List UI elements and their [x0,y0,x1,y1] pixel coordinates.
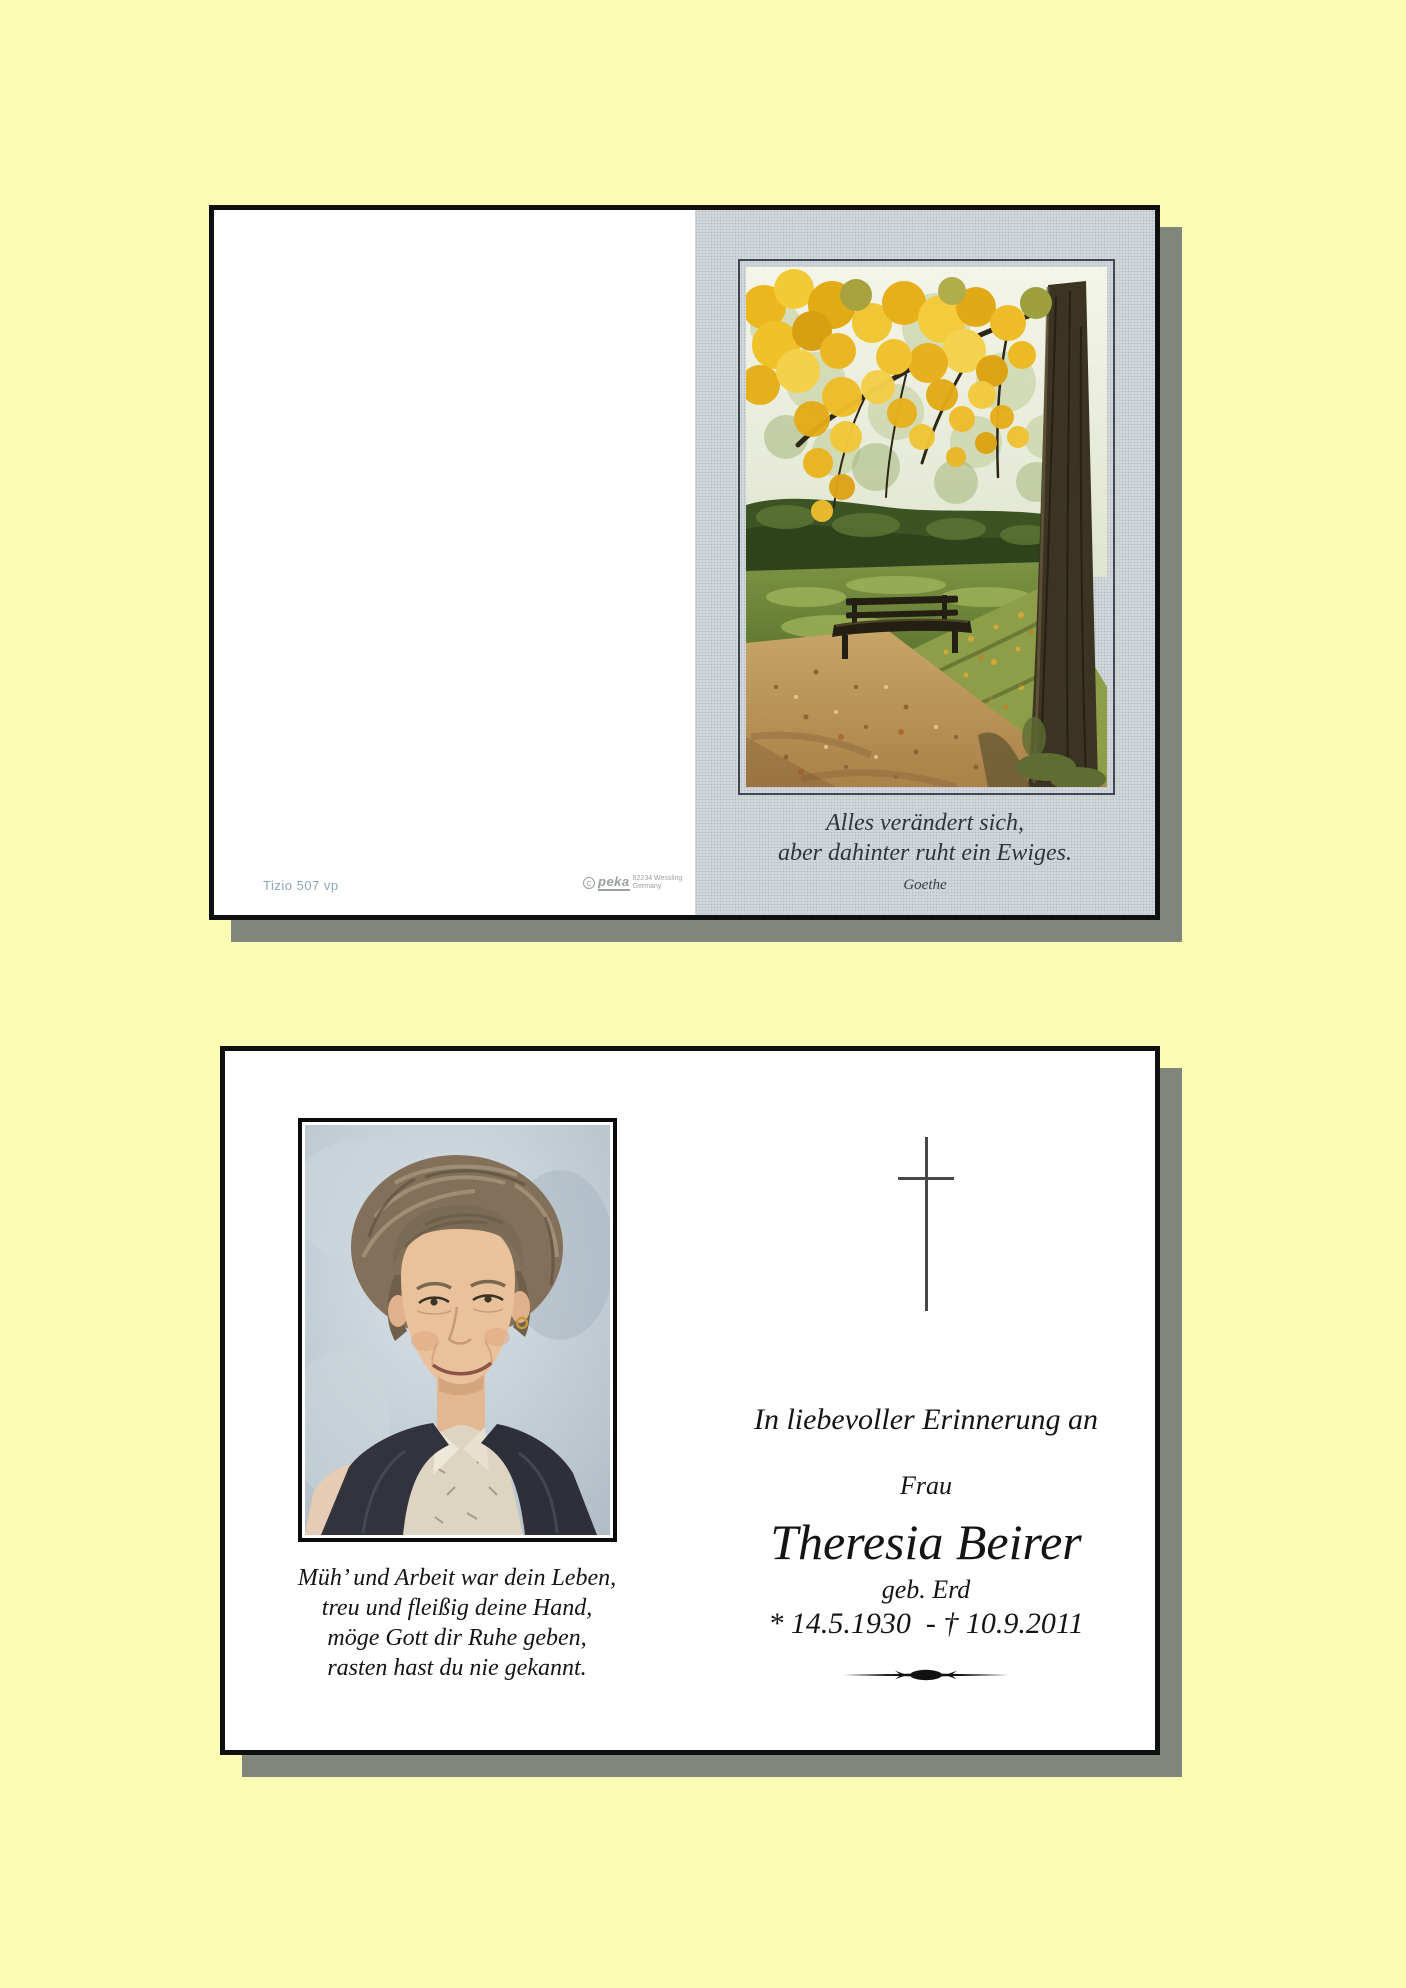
copyright-icon: c [583,877,595,889]
verse-line: rasten hast du nie gekannt. [327,1655,587,1681]
autumn-park-bench-photo [746,267,1107,787]
verse-line: möge Gott dir Ruhe geben, [327,1625,587,1651]
autumn-photo-frame [738,259,1115,795]
verse-line: treu und fleißig deine Hand, [321,1595,593,1621]
top-card [209,205,1160,920]
portrait-photo-frame [298,1118,617,1542]
publisher-address: 82234 Wessling Germany [632,874,683,890]
life-dates: * 14.5.1930 - † 10.9.2011 [768,1607,1084,1640]
cross-icon-bar [898,1177,954,1180]
divider-ornament [697,1667,1155,1688]
cross-icon [925,1137,928,1311]
quote-line-1: Alles verändert sich, [826,810,1024,836]
verse-line: Müh’ und Arbeit war dein Leben, [297,1565,617,1591]
quote-line-2: aber dahinter ruht ein Ewiges. [778,840,1072,866]
memorial-salutation: Frau [900,1471,952,1500]
divider-ornament-icon [840,1667,1012,1683]
birth-name: geb. Erd [881,1575,971,1604]
memorial-intro: In liebevoller Erinnerung an [753,1403,1099,1436]
top-card-left-page [214,210,695,915]
goethe-quote [695,808,1155,894]
publisher-mark [583,874,682,891]
print-code: Tizio 507 vp [263,878,339,893]
portrait-photo-elderly-woman [305,1125,610,1535]
publisher-name: peka [598,874,630,889]
quote-attribution: Goethe [903,877,947,893]
bottom-card [220,1046,1160,1755]
top-card-right-page [695,210,1155,915]
deceased-name: Theresia Beirer [770,1514,1082,1570]
memorial-verse [267,1563,647,1683]
